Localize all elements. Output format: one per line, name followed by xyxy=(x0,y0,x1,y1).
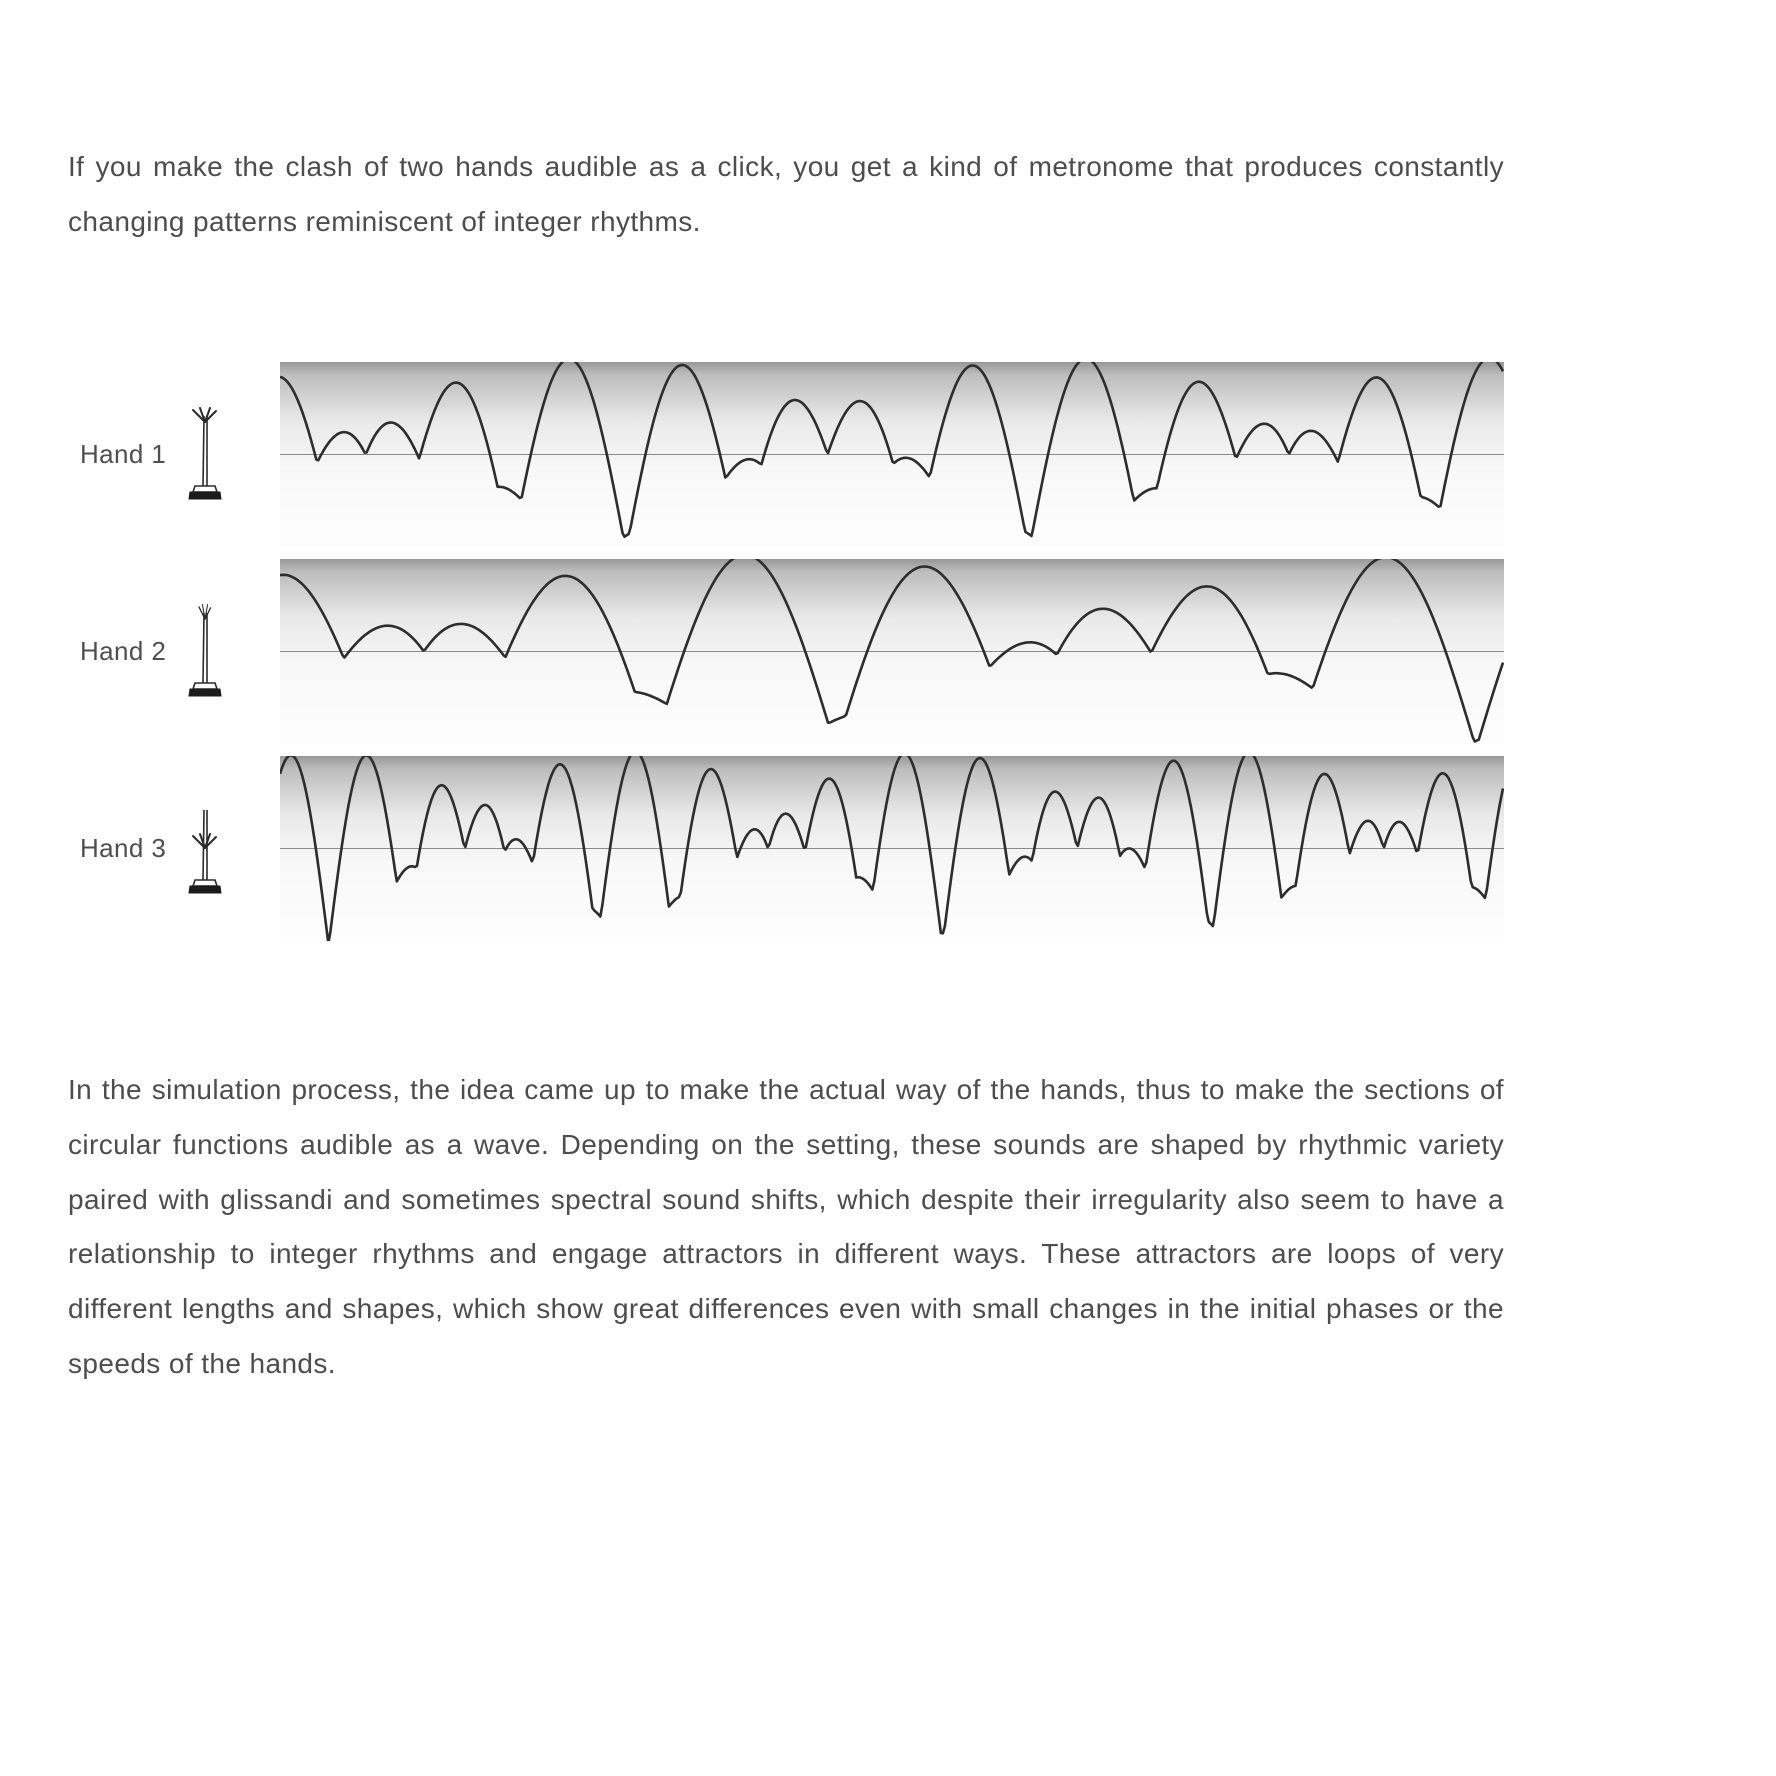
waveform-plot xyxy=(280,559,1504,744)
metronome-icon-drawing xyxy=(182,601,228,701)
hand-label: Hand 2 xyxy=(80,635,167,666)
hand-row-3 xyxy=(80,756,1504,941)
waveform-figure xyxy=(80,362,1504,941)
waveform-strip xyxy=(280,362,1504,547)
waveform-strip xyxy=(280,756,1504,941)
hand-meta xyxy=(80,798,280,898)
waveform-path xyxy=(280,362,1503,537)
waveform-path xyxy=(280,559,1503,742)
metronome-icon xyxy=(182,404,228,504)
hand-meta xyxy=(80,404,280,504)
hand-row-1 xyxy=(80,362,1504,547)
waveform-plot xyxy=(280,756,1504,941)
hand-row-2 xyxy=(80,559,1504,744)
document-content xyxy=(68,0,1504,1392)
hand-meta xyxy=(80,601,280,701)
hand-label: Hand 1 xyxy=(80,438,167,469)
metronome-icon xyxy=(182,798,228,898)
intro-paragraph: If you make the clash of two hands audible as a click, you get a kind of metronome that produces constantly changing patterns reminiscent of integer rhythms. xyxy=(68,151,1504,237)
metronome-icon xyxy=(182,601,228,701)
metronome-icon-drawing xyxy=(182,798,228,898)
body-paragraph: In the simulation process, the idea came up to make the actual way of the hands, thus to make the sections of circular functions audible as a wave. Depending on the setting, these sounds are shaped by rhythmic variety paired with glissandi and sometimes spectral sound shifts, which despite their irregularity also seem to have a relationship to integer rhythms and engage attractors in different ways. These attractors are loops of very different lengths and shapes, which show great differences even with small changes in the initial phases or the speeds of the hands. xyxy=(68,1073,1504,1380)
waveform-strip xyxy=(280,559,1504,744)
metronome-icon-drawing xyxy=(182,404,228,504)
waveform-plot xyxy=(280,362,1504,547)
hand-label: Hand 3 xyxy=(80,832,167,863)
